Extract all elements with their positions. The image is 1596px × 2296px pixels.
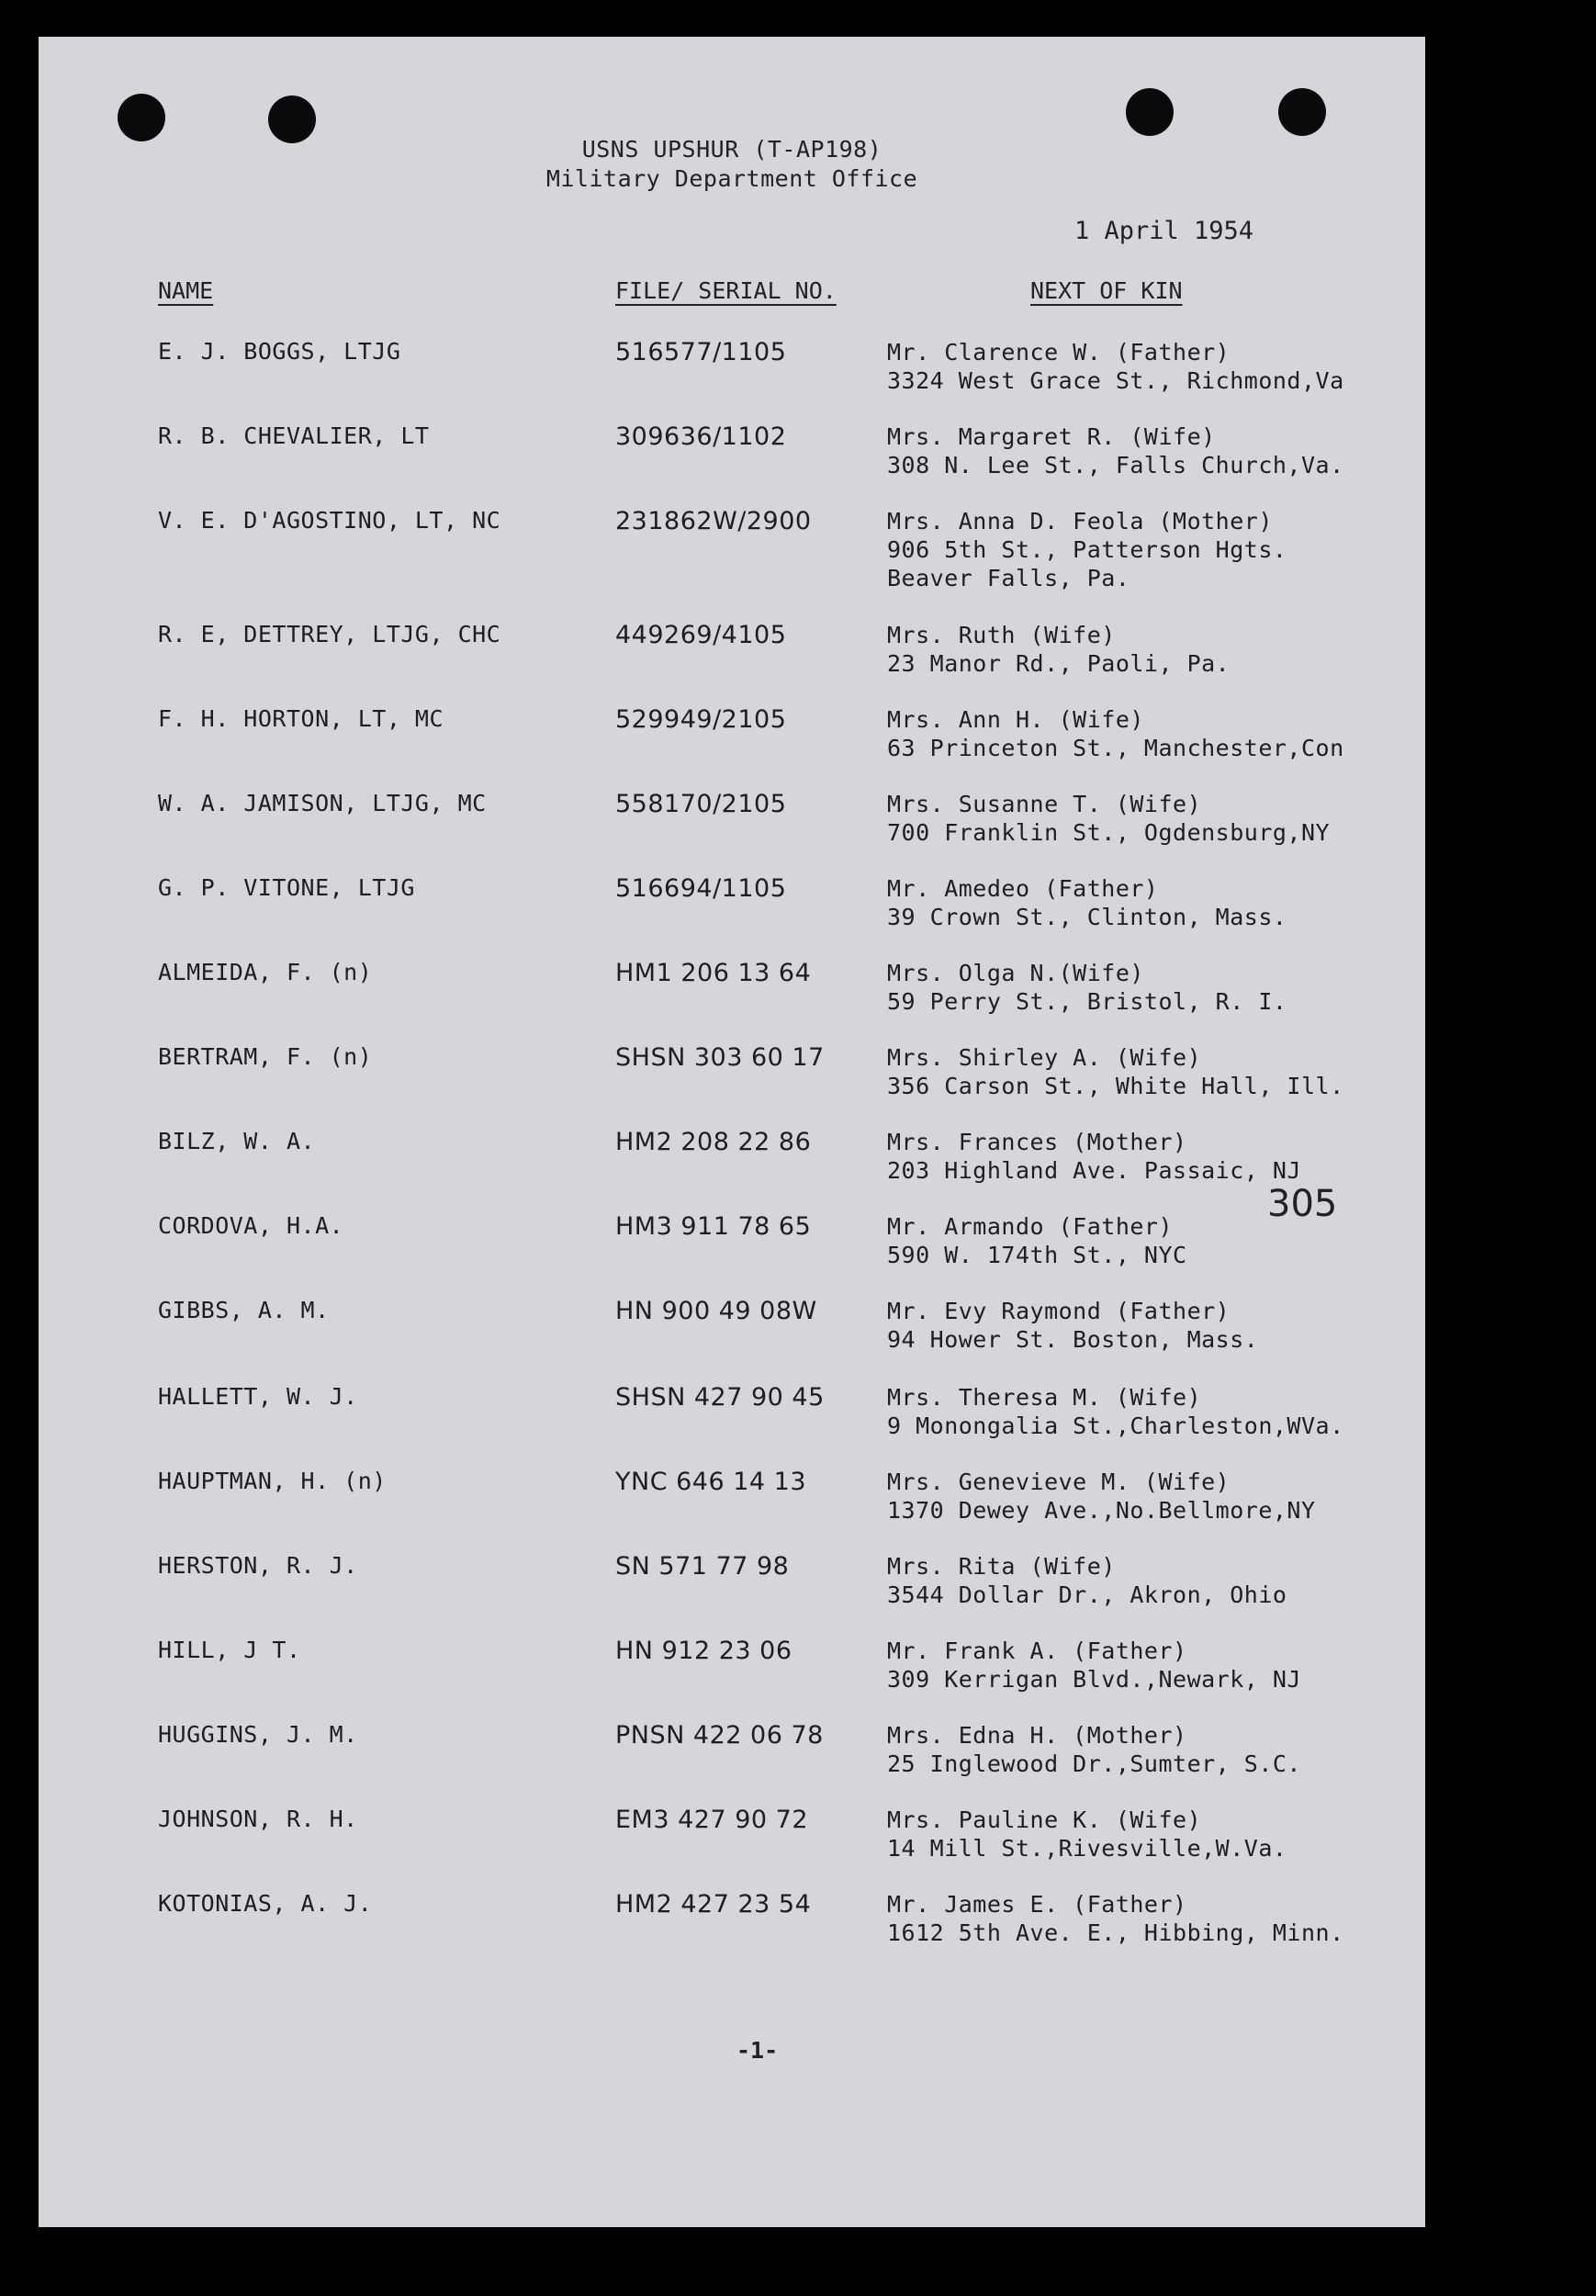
next-of-kin-line: Mrs. Genevieve M. (Wife) — [887, 1469, 1231, 1495]
next-of-kin-line: Mrs. Ann H. (Wife) — [887, 706, 1144, 733]
serial-number: 529949/2105 — [615, 705, 787, 734]
person-name: ALMEIDA, F. (n) — [158, 959, 373, 985]
next-of-kin — [887, 790, 1330, 847]
next-of-kin — [887, 1552, 1287, 1609]
next-of-kin-line: 3544 Dollar Dr., Akron, Ohio — [887, 1581, 1287, 1608]
serial-number: HM3 911 78 65 — [615, 1212, 812, 1241]
next-of-kin — [887, 1043, 1344, 1100]
next-of-kin-line: 14 Mill St.,Rivesville,W.Va. — [887, 1835, 1287, 1862]
next-of-kin-line: 203 Highland Ave. Passaic, NJ — [887, 1157, 1301, 1184]
person-name: V. E. D'AGOSTINO, LT, NC — [158, 507, 501, 534]
person-name: HILL, J T. — [158, 1637, 301, 1663]
column-header-next-of-kin: NEXT OF KIN — [1030, 277, 1183, 304]
person-name: R. E, DETTREY, LTJG, CHC — [158, 621, 501, 647]
person-name: CORDOVA, H.A. — [158, 1212, 344, 1239]
next-of-kin — [887, 1128, 1301, 1185]
person-name: F. H. HORTON, LT, MC — [158, 705, 444, 732]
next-of-kin-line: Mr. James E. (Father) — [887, 1891, 1187, 1918]
serial-number: SHSN 303 60 17 — [615, 1043, 825, 1072]
next-of-kin-line: Mrs. Edna H. (Mother) — [887, 1722, 1187, 1749]
column-header-name: NAME — [158, 277, 214, 304]
next-of-kin-line: 39 Crown St., Clinton, Mass. — [887, 904, 1287, 930]
document-date: 1 April 1954 — [1074, 217, 1254, 245]
serial-number: PNSN 422 06 78 — [615, 1721, 824, 1750]
next-of-kin-line: 23 Manor Rd., Paoli, Pa. — [887, 650, 1231, 677]
next-of-kin — [887, 1297, 1258, 1354]
office-title: Military Department Office — [545, 165, 918, 192]
next-of-kin-line: 700 Franklin St., Ogdensburg,NY — [887, 819, 1331, 846]
next-of-kin — [887, 1890, 1344, 1947]
next-of-kin — [887, 1383, 1344, 1440]
next-of-kin-line: Mr. Clarence W. (Father) — [887, 339, 1231, 366]
next-of-kin-line: 94 Hower St. Boston, Mass. — [887, 1326, 1259, 1353]
next-of-kin-line: 1370 Dewey Ave.,No.Bellmore,NY — [887, 1497, 1316, 1524]
next-of-kin-line: Beaver Falls, Pa. — [887, 565, 1130, 591]
person-name: GIBBS, A. M. — [158, 1297, 330, 1323]
next-of-kin-line: 356 Carson St., White Hall, Ill. — [887, 1073, 1344, 1099]
next-of-kin — [887, 621, 1230, 678]
person-name: HERSTON, R. J. — [158, 1552, 358, 1579]
next-of-kin-line: Mrs. Ruth (Wife) — [887, 622, 1116, 648]
next-of-kin — [887, 1806, 1287, 1863]
page-number: -1- — [736, 2037, 779, 2064]
column-header-serial: FILE/ SERIAL NO. — [615, 277, 837, 304]
next-of-kin-line: Mr. Amedeo (Father) — [887, 875, 1159, 902]
next-of-kin — [887, 705, 1344, 762]
serial-number: HM1 206 13 64 — [615, 959, 812, 987]
person-name: G. P. VITONE, LTJG — [158, 874, 415, 901]
next-of-kin — [887, 1721, 1301, 1778]
ship-title: USNS UPSHUR (T-AP198) — [581, 136, 882, 163]
next-of-kin-line: 590 W. 174th St., NYC — [887, 1242, 1187, 1268]
next-of-kin — [887, 1637, 1301, 1694]
serial-number: 309636/1102 — [615, 422, 787, 451]
serial-number: 449269/4105 — [615, 621, 787, 649]
next-of-kin — [887, 874, 1287, 931]
next-of-kin-line: 308 N. Lee St., Falls Church,Va. — [887, 452, 1344, 478]
punch-hole — [1278, 88, 1326, 136]
person-name: HAUPTMAN, H. (n) — [158, 1468, 387, 1494]
serial-number: 516577/1105 — [615, 338, 787, 366]
document-page — [39, 37, 1425, 2227]
next-of-kin — [887, 959, 1287, 1016]
person-name: W. A. JAMISON, LTJG, MC — [158, 790, 487, 816]
next-of-kin-line: Mrs. Shirley A. (Wife) — [887, 1044, 1202, 1071]
next-of-kin-line: 309 Kerrigan Blvd.,Newark, NJ — [887, 1666, 1301, 1693]
punch-hole — [118, 94, 165, 141]
next-of-kin-line: Mrs. Susanne T. (Wife) — [887, 791, 1202, 817]
next-of-kin-line: 9 Monongalia St.,Charleston,WVa. — [887, 1412, 1344, 1439]
next-of-kin-line: 59 Perry St., Bristol, R. I. — [887, 988, 1287, 1015]
punch-hole — [1126, 88, 1174, 136]
next-of-kin-line: Mrs. Frances (Mother) — [887, 1129, 1187, 1155]
next-of-kin-line: 1612 5th Ave. E., Hibbing, Minn. — [887, 1919, 1344, 1946]
person-name: BERTRAM, F. (n) — [158, 1043, 373, 1070]
next-of-kin — [887, 1468, 1316, 1525]
serial-number: SN 571 77 98 — [615, 1552, 790, 1581]
person-name: KOTONIAS, A. J. — [158, 1890, 373, 1917]
next-of-kin — [887, 507, 1287, 592]
next-of-kin — [887, 338, 1344, 395]
next-of-kin-line: Mrs. Rita (Wife) — [887, 1553, 1116, 1580]
next-of-kin — [887, 1212, 1187, 1269]
next-of-kin-line: Mrs. Anna D. Feola (Mother) — [887, 508, 1273, 535]
serial-number: HM2 427 23 54 — [615, 1890, 812, 1919]
next-of-kin-line: 63 Princeton St., Manchester,Con — [887, 735, 1344, 761]
next-of-kin-line: 906 5th St., Patterson Hgts. — [887, 536, 1287, 563]
next-of-kin-line: Mrs. Olga N.(Wife) — [887, 960, 1144, 986]
next-of-kin-line: Mrs. Margaret R. (Wife) — [887, 423, 1216, 450]
next-of-kin-line: Mrs. Pauline K. (Wife) — [887, 1806, 1202, 1833]
next-of-kin-line: Mrs. Theresa M. (Wife) — [887, 1384, 1202, 1411]
serial-number: EM3 427 90 72 — [615, 1806, 809, 1834]
serial-number: 231862W/2900 — [615, 507, 812, 535]
next-of-kin-line: Mr. Evy Raymond (Father) — [887, 1298, 1231, 1324]
person-name: BILZ, W. A. — [158, 1128, 316, 1154]
next-of-kin-line: 25 Inglewood Dr.,Sumter, S.C. — [887, 1750, 1301, 1777]
next-of-kin — [887, 422, 1344, 479]
next-of-kin-line: 3324 West Grace St., Richmond,Va — [887, 367, 1344, 394]
page-stamp-number: 305 — [1267, 1183, 1338, 1225]
person-name: HALLETT, W. J. — [158, 1383, 358, 1410]
serial-number: 516694/1105 — [615, 874, 787, 903]
next-of-kin-line: Mr. Armando (Father) — [887, 1213, 1174, 1240]
serial-number: HM2 208 22 86 — [615, 1128, 812, 1156]
person-name: HUGGINS, J. M. — [158, 1721, 358, 1748]
serial-number: YNC 646 14 13 — [615, 1468, 807, 1496]
serial-number: SHSN 427 90 45 — [615, 1383, 825, 1412]
serial-number: 558170/2105 — [615, 790, 787, 818]
person-name: JOHNSON, R. H. — [158, 1806, 358, 1832]
serial-number: HN 912 23 06 — [615, 1637, 792, 1665]
person-name: E. J. BOGGS, LTJG — [158, 338, 401, 365]
next-of-kin-line: Mr. Frank A. (Father) — [887, 1638, 1187, 1664]
serial-number: HN 900 49 08W — [615, 1297, 817, 1325]
person-name: R. B. CHEVALIER, LT — [158, 422, 430, 449]
